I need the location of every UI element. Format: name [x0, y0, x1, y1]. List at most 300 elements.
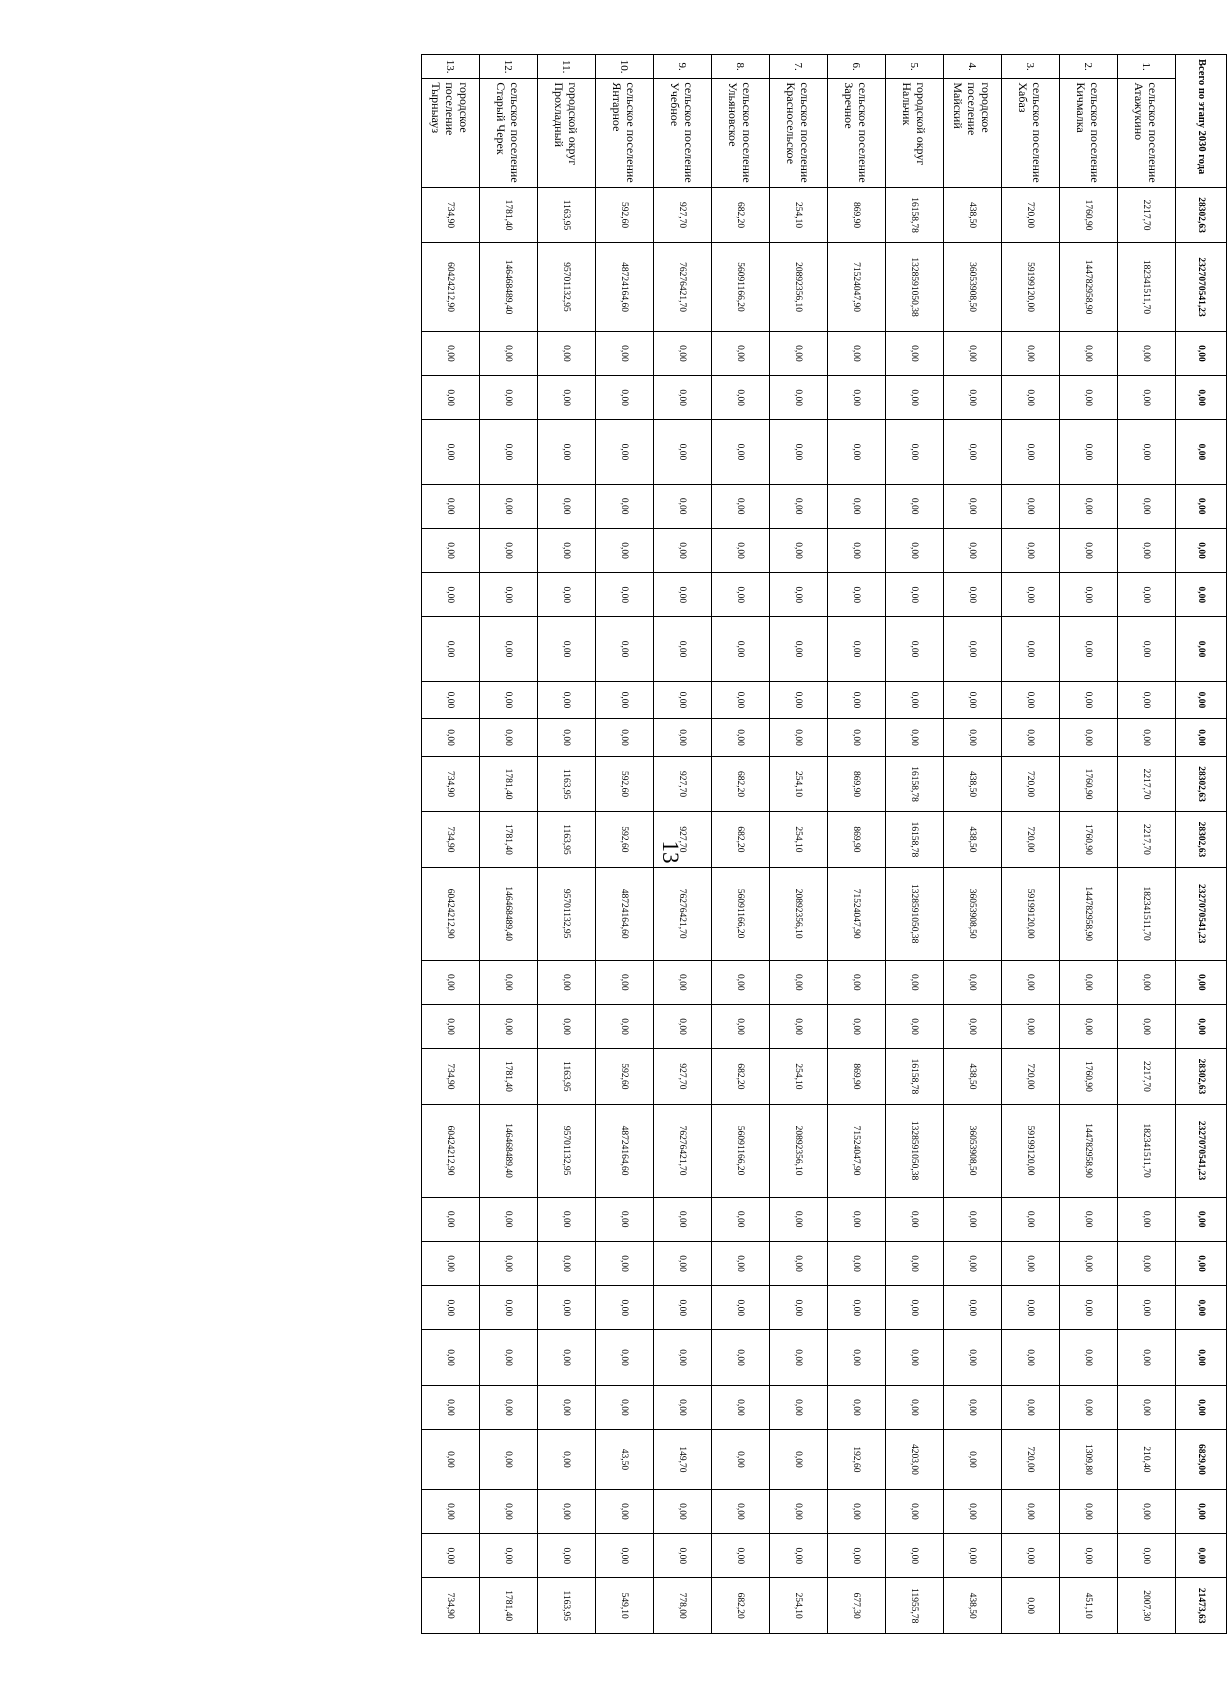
table-cell: 682,20: [712, 1578, 770, 1634]
table-cell: 0,00: [712, 681, 770, 719]
table-cell: 95701132,95: [538, 243, 596, 332]
table-cell: 0,00: [712, 617, 770, 681]
table-cell: 1163,95: [538, 1049, 596, 1104]
table-cell: 0,00: [828, 719, 886, 757]
table-cell: 0,00: [944, 331, 1002, 375]
table-cell: 0,00: [1002, 1578, 1060, 1634]
table-cell: 0,00: [770, 1241, 828, 1285]
table-cell: 0,00: [480, 1534, 538, 1578]
table-cell: 0,00: [828, 1004, 886, 1048]
total-cell: 0,00: [1176, 719, 1227, 757]
table-cell: 0,00: [1002, 528, 1060, 572]
table-cell: 1760,90: [1060, 187, 1118, 242]
page-number: 13: [658, 840, 683, 864]
table-cell: 146468489,40: [480, 1104, 538, 1197]
table-cell: 0,00: [1002, 331, 1060, 375]
table-cell: 0,00: [1118, 1385, 1176, 1429]
table-cell: 438,50: [944, 756, 1002, 811]
total-cell: 0,00: [1176, 1534, 1227, 1578]
table-cell: 1760,90: [1060, 1049, 1118, 1104]
table-cell: 1781,40: [480, 756, 538, 811]
table-cell: 0,00: [538, 719, 596, 757]
rotated-table-wrapper: [207, 54, 1227, 1634]
table-cell: 20892356,10: [770, 1104, 828, 1197]
table-cell: 36053908,50: [944, 1104, 1002, 1197]
table-row: [538, 55, 596, 1634]
table-cell: 0,00: [712, 1489, 770, 1533]
table-cell: 0,00: [886, 528, 944, 572]
table-cell: 0,00: [1118, 331, 1176, 375]
table-cell: 720,00: [1002, 187, 1060, 242]
table-cell: 0,00: [538, 573, 596, 617]
table-cell: 0,00: [596, 484, 654, 528]
table-cell: 0,00: [480, 617, 538, 681]
table-cell: 0,00: [944, 1330, 1002, 1385]
row-number: 11.: [538, 55, 596, 79]
table-cell: 0,00: [654, 528, 712, 572]
table-cell: 734,90: [422, 756, 480, 811]
table-cell: 0,00: [596, 573, 654, 617]
table-cell: 0,00: [770, 1330, 828, 1385]
table-cell: 1163,95: [538, 812, 596, 867]
table-cell: 0,00: [712, 528, 770, 572]
table-cell: 0,00: [944, 1197, 1002, 1241]
table-cell: 0,00: [1118, 1534, 1176, 1578]
table-cell: 0,00: [1060, 1385, 1118, 1429]
table-cell: 0,00: [422, 420, 480, 484]
table-cell: 0,00: [1060, 420, 1118, 484]
table-cell: 927,70: [654, 1049, 712, 1104]
table-cell: 0,00: [422, 376, 480, 420]
total-cell: 0,00: [1176, 1330, 1227, 1385]
total-cell: 0,00: [1176, 1197, 1227, 1241]
table-cell: 0,00: [422, 484, 480, 528]
table-cell: 0,00: [1060, 1330, 1118, 1385]
table-cell: 0,00: [828, 681, 886, 719]
table-cell: 0,00: [1060, 960, 1118, 1004]
table-cell: 0,00: [886, 681, 944, 719]
total-cell: 2327070541,23: [1176, 243, 1227, 332]
table-cell: 0,00: [712, 1430, 770, 1490]
table-cell: 254,10: [770, 812, 828, 867]
table-cell: 0,00: [596, 1197, 654, 1241]
table-cell: 720,00: [1002, 756, 1060, 811]
table-cell: 0,00: [944, 1534, 1002, 1578]
table-cell: 927,70: [654, 756, 712, 811]
table-cell: 0,00: [712, 484, 770, 528]
total-cell: 0,00: [1176, 1385, 1227, 1429]
row-number: 3.: [1002, 55, 1060, 79]
table-cell: 0,00: [886, 617, 944, 681]
table-cell: 0,00: [944, 719, 1002, 757]
total-cell: 0,00: [1176, 331, 1227, 375]
table-cell: 0,00: [422, 573, 480, 617]
table-cell: 0,00: [654, 1489, 712, 1533]
resettlement-table: [421, 54, 1227, 1634]
total-cell: 28302,63: [1176, 1049, 1227, 1104]
table-cell: 0,00: [480, 1241, 538, 1285]
table-cell: 2217,70: [1118, 1049, 1176, 1104]
total-cell: 0,00: [1176, 681, 1227, 719]
table-cell: 0,00: [944, 376, 1002, 420]
table-cell: 0,00: [480, 1489, 538, 1533]
table-cell: 16158,78: [886, 187, 944, 242]
table-cell: 0,00: [770, 484, 828, 528]
table-cell: 0,00: [422, 1004, 480, 1048]
table-cell: 71524047,90: [828, 243, 886, 332]
table-cell: 0,00: [422, 1489, 480, 1533]
table-cell: 0,00: [1002, 1330, 1060, 1385]
table-cell: 0,00: [654, 331, 712, 375]
table-row: [480, 55, 538, 1634]
table-cell: 0,00: [944, 617, 1002, 681]
table-cell: 0,00: [654, 1330, 712, 1385]
table-cell: 0,00: [654, 617, 712, 681]
table-cell: 0,00: [886, 719, 944, 757]
table-cell: 0,00: [1002, 484, 1060, 528]
table-cell: 0,00: [770, 331, 828, 375]
table-cell: 48724164,60: [596, 243, 654, 332]
table-cell: 1760,90: [1060, 756, 1118, 811]
table-cell: 0,00: [886, 484, 944, 528]
table-cell: 0,00: [1002, 1534, 1060, 1578]
table-cell: 0,00: [1060, 331, 1118, 375]
table-cell: 0,00: [712, 1286, 770, 1330]
table-cell: 0,00: [886, 1489, 944, 1533]
table-cell: 0,00: [596, 376, 654, 420]
table-cell: 0,00: [1118, 1241, 1176, 1285]
table-cell: 0,00: [770, 1385, 828, 1429]
table-cell: 0,00: [596, 617, 654, 681]
table-cell: 0,00: [1002, 719, 1060, 757]
table-row: [944, 55, 1002, 1634]
table-cell: 0,00: [770, 1286, 828, 1330]
table-cell: 0,00: [944, 420, 1002, 484]
total-cell: 2327070541,23: [1176, 867, 1227, 960]
table-cell: 438,50: [944, 812, 1002, 867]
table-row: [828, 55, 886, 1634]
table-cell: 0,00: [654, 1286, 712, 1330]
table-cell: 0,00: [1002, 1385, 1060, 1429]
municipality-name: сельское поселение Янтарное: [596, 79, 654, 188]
table-cell: 734,90: [422, 187, 480, 242]
table-cell: 0,00: [828, 1197, 886, 1241]
table-cell: 0,00: [712, 376, 770, 420]
municipality-name: сельское поселение Учебное: [654, 79, 712, 188]
table-cell: 146468489,40: [480, 867, 538, 960]
table-row: [654, 55, 712, 1634]
table-row: [1002, 55, 1060, 1634]
table-cell: 0,00: [480, 376, 538, 420]
table-cell: 0,00: [422, 719, 480, 757]
table-cell: 869,90: [828, 187, 886, 242]
table-cell: 0,00: [538, 1534, 596, 1578]
table-cell: 0,00: [1060, 376, 1118, 420]
table-cell: 0,00: [1002, 681, 1060, 719]
total-cell: 0,00: [1176, 376, 1227, 420]
table-cell: 0,00: [770, 1534, 828, 1578]
total-cell: 0,00: [1176, 1489, 1227, 1533]
table-cell: 48724164,60: [596, 1104, 654, 1197]
row-number: 4.: [944, 55, 1002, 79]
table-cell: 0,00: [1060, 528, 1118, 572]
table-cell: 0,00: [828, 484, 886, 528]
municipality-name: городское поселение Майский: [944, 79, 1002, 188]
table-cell: 0,00: [828, 1534, 886, 1578]
table-cell: 0,00: [712, 1241, 770, 1285]
table-cell: 1781,40: [480, 812, 538, 867]
table-cell: 0,00: [1118, 573, 1176, 617]
municipality-name: городской округ Нальчик: [886, 79, 944, 188]
table-cell: 0,00: [480, 420, 538, 484]
table-cell: 146468489,40: [480, 243, 538, 332]
table-cell: 1328591050,38: [886, 867, 944, 960]
table-row: [1118, 55, 1176, 1634]
table-cell: 549,10: [596, 1578, 654, 1634]
table-cell: 0,00: [480, 1430, 538, 1490]
table-cell: 254,10: [770, 756, 828, 811]
municipality-name: сельское поселение Ульяновское: [712, 79, 770, 188]
table-cell: 0,00: [828, 528, 886, 572]
table-cell: 0,00: [886, 1004, 944, 1048]
table-cell: 0,00: [654, 1385, 712, 1429]
table-cell: 0,00: [944, 1286, 1002, 1330]
row-number: 13.: [422, 55, 480, 79]
table-cell: 0,00: [654, 1241, 712, 1285]
table-cell: 1781,40: [480, 1578, 538, 1634]
table-cell: 43,50: [596, 1430, 654, 1490]
table-cell: 0,00: [770, 719, 828, 757]
total-row: [1176, 55, 1227, 1634]
table-cell: 0,00: [770, 1197, 828, 1241]
table-cell: 1760,90: [1060, 812, 1118, 867]
table-cell: 0,00: [770, 528, 828, 572]
table-cell: 592,60: [596, 756, 654, 811]
table-cell: 1328591050,38: [886, 1104, 944, 1197]
total-cell: 0,00: [1176, 420, 1227, 484]
table-cell: 869,90: [828, 756, 886, 811]
table-cell: 0,00: [944, 528, 1002, 572]
table-cell: 0,00: [538, 1197, 596, 1241]
table-cell: 2217,70: [1118, 812, 1176, 867]
table-cell: 36053908,50: [944, 243, 1002, 332]
table-row: [596, 55, 654, 1634]
table-cell: 0,00: [1002, 1241, 1060, 1285]
table-cell: 0,00: [712, 1534, 770, 1578]
table-cell: 0,00: [596, 1330, 654, 1385]
row-number: 6.: [828, 55, 886, 79]
table-cell: 0,00: [422, 1286, 480, 1330]
table-cell: 0,00: [944, 1489, 1002, 1533]
table-cell: 0,00: [422, 617, 480, 681]
table-cell: 144782958,90: [1060, 1104, 1118, 1197]
table-cell: 149,70: [654, 1430, 712, 1490]
table-row: [886, 55, 944, 1634]
table-cell: 0,00: [1118, 1004, 1176, 1048]
table-cell: 0,00: [538, 681, 596, 719]
table-cell: 0,00: [422, 528, 480, 572]
table-cell: 0,00: [480, 719, 538, 757]
table-cell: 192,60: [828, 1430, 886, 1490]
table-cell: 0,00: [654, 420, 712, 484]
table-cell: 0,00: [712, 573, 770, 617]
table-cell: 0,00: [1118, 420, 1176, 484]
municipality-name: городское поселение Тырныауз: [422, 79, 480, 188]
table-cell: 11955,78: [886, 1578, 944, 1634]
table-cell: 182341511,70: [1118, 1104, 1176, 1197]
table-cell: 0,00: [770, 681, 828, 719]
table-cell: 0,00: [654, 573, 712, 617]
table-cell: 182341511,70: [1118, 867, 1176, 960]
total-cell: 0,00: [1176, 1286, 1227, 1330]
table-row: [712, 55, 770, 1634]
total-cell: 0,00: [1176, 484, 1227, 528]
table-cell: 0,00: [770, 1489, 828, 1533]
table-cell: 210,40: [1118, 1430, 1176, 1490]
table-cell: 0,00: [886, 573, 944, 617]
table-cell: 254,10: [770, 1578, 828, 1634]
table-cell: 0,00: [886, 1241, 944, 1285]
table-cell: 76276421,70: [654, 243, 712, 332]
table-cell: 734,90: [422, 1578, 480, 1634]
table-cell: 0,00: [1060, 719, 1118, 757]
table-cell: 0,00: [422, 681, 480, 719]
table-cell: 0,00: [770, 1004, 828, 1048]
total-cell: 28302,63: [1176, 756, 1227, 811]
table-cell: 0,00: [886, 376, 944, 420]
table-cell: 0,00: [422, 1430, 480, 1490]
table-cell: 20892356,10: [770, 867, 828, 960]
table-cell: 0,00: [538, 1330, 596, 1385]
table-cell: 0,00: [538, 1430, 596, 1490]
table-cell: 0,00: [596, 1241, 654, 1285]
table-cell: 592,60: [596, 1049, 654, 1104]
table-cell: 592,60: [596, 812, 654, 867]
table-cell: 0,00: [422, 1197, 480, 1241]
total-cell: 0,00: [1176, 617, 1227, 681]
row-number: 7.: [770, 55, 828, 79]
table-cell: 0,00: [596, 420, 654, 484]
table-cell: 682,20: [712, 1049, 770, 1104]
table-cell: 0,00: [654, 1534, 712, 1578]
table-cell: 0,00: [828, 376, 886, 420]
table-cell: 0,00: [712, 420, 770, 484]
table-cell: 0,00: [596, 960, 654, 1004]
table-cell: 0,00: [770, 420, 828, 484]
table-cell: 0,00: [1118, 376, 1176, 420]
table-cell: 0,00: [944, 1004, 1002, 1048]
table-cell: 682,20: [712, 187, 770, 242]
table-cell: 20892356,10: [770, 243, 828, 332]
table-cell: 0,00: [596, 1489, 654, 1533]
table-cell: 0,00: [480, 1197, 538, 1241]
table-cell: 0,00: [1118, 1330, 1176, 1385]
table-cell: 0,00: [886, 331, 944, 375]
municipality-name: сельское поселение Красносельское: [770, 79, 828, 188]
table-cell: 71524047,90: [828, 1104, 886, 1197]
table-cell: 0,00: [1118, 528, 1176, 572]
table-cell: 0,00: [422, 1534, 480, 1578]
table-cell: 734,90: [422, 1049, 480, 1104]
table-cell: 0,00: [538, 1241, 596, 1285]
table-cell: 182341511,70: [1118, 243, 1176, 332]
municipality-name: сельское поселение Заречное: [828, 79, 886, 188]
table-cell: 16158,78: [886, 1049, 944, 1104]
table-cell: 0,00: [538, 960, 596, 1004]
table-cell: 1781,40: [480, 1049, 538, 1104]
table-cell: 778,00: [654, 1578, 712, 1634]
table-cell: 144782958,90: [1060, 243, 1118, 332]
table-cell: 0,00: [596, 331, 654, 375]
table-cell: 0,00: [538, 617, 596, 681]
table-cell: 0,00: [538, 376, 596, 420]
table-cell: 720,00: [1002, 1049, 1060, 1104]
table-cell: 0,00: [712, 1004, 770, 1048]
table-cell: 60424212,90: [422, 867, 480, 960]
table-cell: 0,00: [596, 528, 654, 572]
table-cell: 59199120,00: [1002, 867, 1060, 960]
table-cell: 0,00: [1118, 681, 1176, 719]
table-cell: 0,00: [1118, 719, 1176, 757]
table-cell: 0,00: [480, 681, 538, 719]
table-cell: 1163,95: [538, 1578, 596, 1634]
table-cell: 0,00: [596, 1286, 654, 1330]
table-cell: 592,60: [596, 187, 654, 242]
table-cell: 0,00: [1002, 420, 1060, 484]
table-cell: 0,00: [480, 1004, 538, 1048]
total-cell: 21473,63: [1176, 1578, 1227, 1634]
table-cell: 0,00: [828, 1241, 886, 1285]
table-cell: 76276421,70: [654, 867, 712, 960]
row-number: 9.: [654, 55, 712, 79]
table-cell: 0,00: [712, 1197, 770, 1241]
row-number: 2.: [1060, 55, 1118, 79]
table-cell: 0,00: [480, 960, 538, 1004]
table-cell: 0,00: [422, 960, 480, 1004]
table-cell: 0,00: [1002, 960, 1060, 1004]
table-cell: 869,90: [828, 812, 886, 867]
table-cell: 0,00: [828, 1385, 886, 1429]
municipality-name: сельское поселение Кичмалка: [1060, 79, 1118, 188]
table-cell: 0,00: [1060, 681, 1118, 719]
total-cell: 2327070541,23: [1176, 1104, 1227, 1197]
table-cell: 0,00: [1118, 960, 1176, 1004]
table-cell: 0,00: [828, 617, 886, 681]
table-cell: 438,50: [944, 1049, 1002, 1104]
table-cell: 0,00: [944, 1241, 1002, 1285]
table-cell: 0,00: [1060, 1241, 1118, 1285]
table-cell: 1163,95: [538, 187, 596, 242]
table-cell: 0,00: [538, 528, 596, 572]
table-cell: 0,00: [944, 573, 1002, 617]
table-cell: 0,00: [828, 1489, 886, 1533]
table-cell: 0,00: [828, 1286, 886, 1330]
table-cell: 0,00: [538, 420, 596, 484]
table-cell: 254,10: [770, 1049, 828, 1104]
table-cell: 0,00: [712, 960, 770, 1004]
table-cell: 0,00: [886, 960, 944, 1004]
table-cell: 0,00: [538, 1385, 596, 1429]
table-cell: 0,00: [654, 719, 712, 757]
total-cell: 0,00: [1176, 1004, 1227, 1048]
table-cell: 927,70: [654, 187, 712, 242]
table-cell: 59199120,00: [1002, 1104, 1060, 1197]
table-cell: 0,00: [1060, 1489, 1118, 1533]
table-row: [1060, 55, 1118, 1634]
table-cell: 16158,78: [886, 756, 944, 811]
table-cell: 95701132,95: [538, 1104, 596, 1197]
table-cell: 254,10: [770, 187, 828, 242]
